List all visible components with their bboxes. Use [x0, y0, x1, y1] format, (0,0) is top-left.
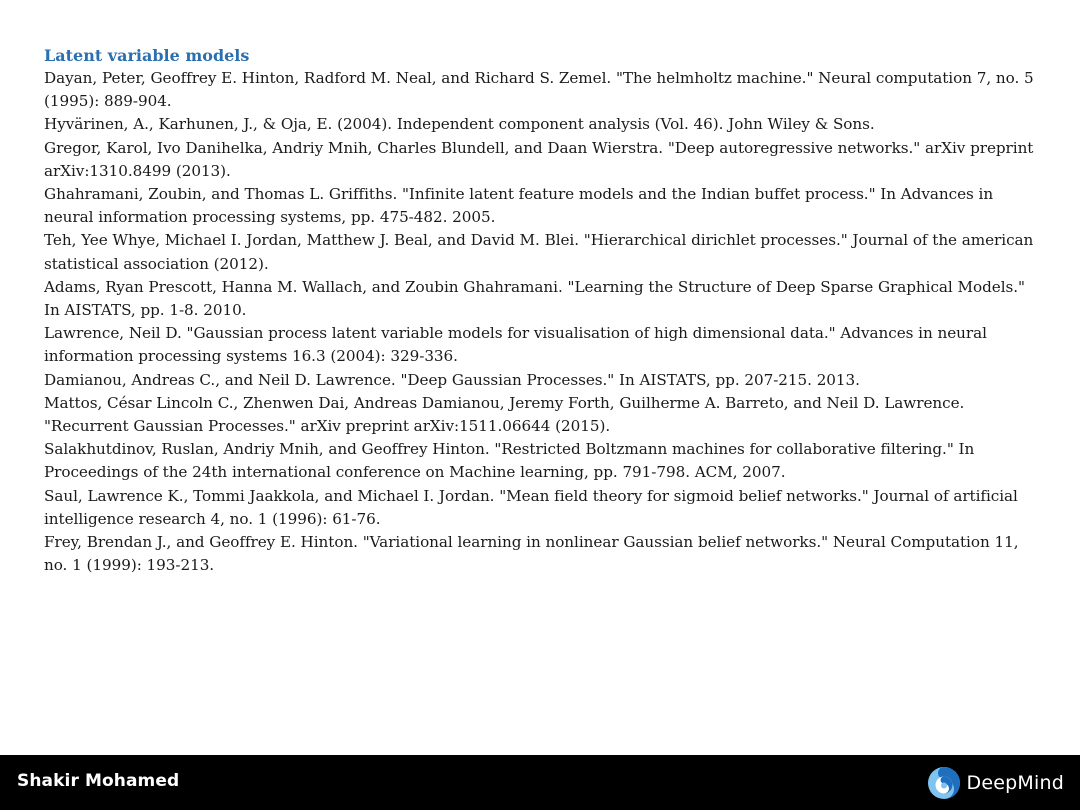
author-name: Shakir Mohamed	[17, 771, 180, 791]
brand-name: DeepMind	[966, 772, 1064, 794]
section-title: Latent variable models	[44, 46, 250, 65]
reference-item: Salakhutdinov, Ruslan, Andriy Mnih, and Geoffrey Hinton. "Restricted Boltzmann machines for collaborative filtering." In Proceedings of the 24th international conference on Machine learning, pp. 791-798. ACM, 2007.	[44, 440, 975, 482]
reference-item: Dayan, Peter, Geoffrey E. Hinton, Radford M. Neal, and Richard S. Zemel. "The helmholtz machine." Neural computation 7, no. 5 (1995): 889-904.	[44, 69, 1034, 111]
reference-item: Gregor, Karol, Ivo Danihelka, Andriy Mnih, Charles Blundell, and Daan Wierstra. "Deep autoregressive networks." arXiv preprint arXiv:1310.8499 (2013).	[44, 138, 1034, 180]
reference-list	[44, 67, 1040, 577]
reference-item: Mattos, César Lincoln C., Zhenwen Dai, Andreas Damianou, Jeremy Forth, Guilherme A. Barreto, and Neil D. Lawrence. "Recurrent Gaussian Processes." arXiv preprint arXiv:1511.06644 (2015).	[44, 393, 965, 436]
reference-item: Saul, Lawrence K., Tommi Jaakkola, and Michael I. Jordan. "Mean field theory for sigmoid belief networks." Journal of artificial intelligence research 4, no. 1 (1996): 61-76.	[44, 486, 1018, 528]
reference-item: Ghahramani, Zoubin, and Thomas L. Griffiths. "Infinite latent feature models and the Indian buffet process." In Advances in neural information processing systems, pp. 475-482. 2005.	[44, 185, 994, 227]
references-section	[44, 44, 1040, 577]
reference-item: Frey, Brendan J., and Geoffrey E. Hinton. "Variational learning in nonlinear Gaussian belief networks." Neural Computation 11, no. 1 (1999): 193-213.	[44, 533, 1019, 575]
brand-logo	[927, 765, 1064, 801]
reference-item: Teh, Yee Whye, Michael I. Jordan, Matthew J. Beal, and David M. Blei. "Hierarchical dirichlet processes." Journal of the american statistical association (2012).	[44, 231, 1034, 273]
reference-item: Hyvärinen, A., Karhunen, J., & Oja, E. (2004). Independent component analysis (Vol. 46). John Wiley & Sons.	[44, 115, 875, 134]
reference-item: Lawrence, Neil D. "Gaussian process latent variable models for visualisation of high dimensional data." Advances in neural information processing systems 16.3 (2004): 329-336.	[44, 324, 987, 366]
footer-bar	[0, 755, 1080, 810]
reference-item: Adams, Ryan Prescott, Hanna M. Wallach, and Zoubin Ghahramani. "Learning the Structure of Deep Sparse Graphical Models." In AISTATS, pp. 1-8. 2010.	[44, 277, 1025, 320]
reference-item: Damianou, Andreas C., and Neil D. Lawrence. "Deep Gaussian Processes." In AISTATS, pp. 207-215. 2013.	[44, 370, 860, 389]
deepmind-logo-icon	[927, 766, 961, 800]
